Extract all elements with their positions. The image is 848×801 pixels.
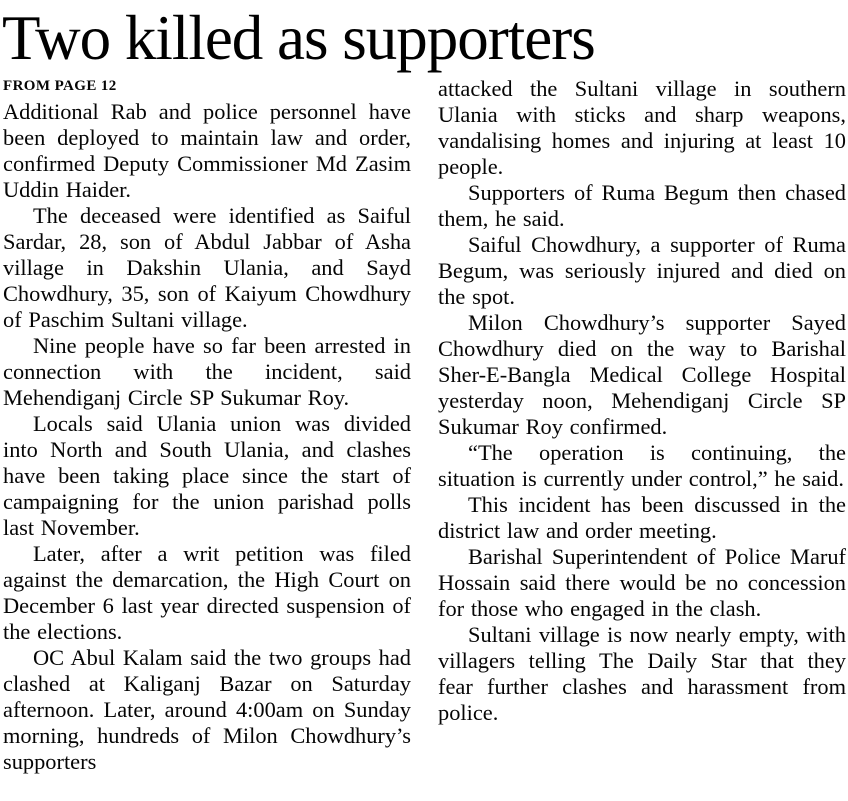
article-paragraph: Sultani village is now nearly empty, with villagers telling The Daily Star that they fear further clashes and harassment from police. — [438, 622, 846, 726]
article-paragraph: “The operation is continuing, the situation is currently under control,” he said. — [438, 440, 846, 492]
article-paragraph: attacked the Sultani village in southern Ulania with sticks and sharp weapons, vandalising homes and injuring at least 10 people. — [438, 76, 846, 180]
article-paragraph: Supporters of Ruma Begum then chased them, he said. — [438, 180, 846, 232]
article-paragraph: Later, after a writ petition was filed against the demarcation, the High Court on December 6 last year directed suspension of the elections. — [3, 541, 411, 645]
article-body — [0, 76, 848, 775]
article-paragraph: Additional Rab and police personnel have been deployed to maintain law and order, confirmed Deputy Commissioner Md Zasim Uddin Haider. — [3, 99, 411, 203]
continued-from-label: FROM PAGE 12 — [3, 78, 117, 95]
article-paragraph: OC Abul Kalam said the two groups had clashed at Kaliganj Bazar on Saturday afternoon. Later, around 4:00am on Sunday morning, hundreds of Milon Chowdhury’s supporters — [3, 645, 411, 775]
article-paragraph: The deceased were identified as Saiful Sardar, 28, son of Abdul Jabbar of Asha village in Dakshin Ulania, and Sayd Chowdhury, 35, son of Kaiyum Chowdhury of Paschim Sultani village. — [3, 203, 411, 333]
article-paragraph: Milon Chowdhury’s supporter Sayed Chowdhury died on the way to Barishal Sher-E-Bangla Medical College Hospital yesterday noon, Mehendiganj Circle SP Sukumar Roy confirmed. — [438, 310, 846, 440]
article-paragraph: Barishal Superintendent of Police Maruf Hossain said there would be no concession for those who engaged in the clash. — [438, 544, 846, 622]
article-column-left — [3, 76, 411, 775]
headline: Two killed as supporters — [2, 3, 595, 73]
article-column-right — [438, 76, 846, 775]
article-paragraph: This incident has been discussed in the district law and order meeting. — [438, 492, 846, 544]
article-paragraph: Locals said Ulania union was divided into North and South Ulania, and clashes have been taking place since the start of campaigning for the union parishad polls last November. — [3, 411, 411, 541]
article-paragraph: Saiful Chowdhury, a supporter of Ruma Begum, was seriously injured and died on the spot. — [438, 232, 846, 310]
article-paragraph: Nine people have so far been arrested in connection with the incident, said Mehendiganj Circle SP Sukumar Roy. — [3, 333, 411, 411]
